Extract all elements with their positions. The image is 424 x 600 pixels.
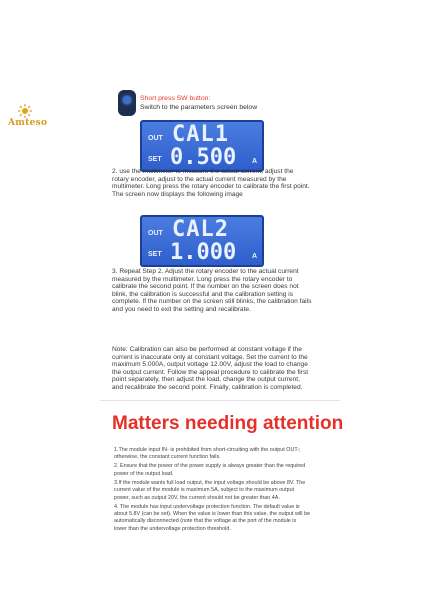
sw-button-light: [123, 96, 131, 104]
step-3-text: 3. Repeat Step 2. Adjust the rotary encoder to the actual current measured by the multimeter. Long press the rotary encoder to calibrate the second point. If the number on the screen does not blink, the calibration is successful and the calibration setting is complete. If the number on the screen still blinks, the calibration fails and you need to exit the setting and recalibrate.: [112, 268, 312, 313]
list-item: 1.The module input IN- is prohibited from short-circuiting with the output OUT-; otherwise, the constant current function fails.: [114, 447, 301, 461]
logo-text: Amteso: [8, 118, 48, 128]
list-item: 2. Ensure that the power of the power supply is always greater than the required power of the output load.: [114, 463, 306, 477]
list-item: 3.If the module wants full load output, the input voltage should be above 8V. The current value of the module is maximum 5A, subject to the maximum output power, such as output 20V, the current should not be greater than 4A.: [114, 479, 306, 501]
unit-label: A: [252, 253, 258, 260]
sw-button-icon: [118, 90, 136, 116]
brand-logo: [8, 104, 48, 134]
out-label: OUT: [148, 230, 163, 237]
sun-icon: [18, 104, 32, 118]
out-value: CAL1: [172, 122, 229, 147]
step-2-text: 2. use the multimeter to measure the actual current, adjust the rotary encoder, adjust to the actual current measured by the multimeter. Long press the rotary encoder to calibrate the first point. The screen now displays the following image: [112, 168, 310, 198]
instruction-heading: Short press SW button:: [140, 95, 211, 102]
out-label: OUT: [148, 135, 163, 142]
section-divider: [100, 400, 340, 401]
lcd-screen-cal1: [140, 120, 264, 172]
matters-list: [114, 447, 310, 535]
calibration-note: Note: Calibration can also be performed at constant voltage if the current is inaccurate only at constant voltage. Set the current to the maximum 5.000A, output voltage 12.00V, adjust the load to change the output current. Follow the appeal procedure to calibrate the first point separately, then adjust the load, change the output current, and recalibrate the second point. Finally, calibration is completed.: [112, 346, 309, 391]
set-value: 1.000: [170, 240, 237, 265]
list-item: 4. The module has input undervoltage protection function. The default value is about 5.8V (can be set). When the value is lower than this value, the output will be automatically disconnected (note that the voltage at the port of the module is lower than the undervoltage protection threshold.: [114, 503, 310, 532]
unit-label: A: [252, 158, 258, 165]
short-press-instruction: [140, 95, 257, 112]
set-label: SET: [148, 251, 162, 258]
out-value: CAL2: [172, 217, 229, 242]
instruction-subtext: Switch to the parameters screen below: [140, 103, 258, 111]
set-value: 0.500: [170, 145, 237, 170]
lcd-screen-cal2: [140, 215, 264, 267]
matters-title: Matters needing attention: [112, 413, 344, 434]
set-label: SET: [148, 156, 162, 163]
